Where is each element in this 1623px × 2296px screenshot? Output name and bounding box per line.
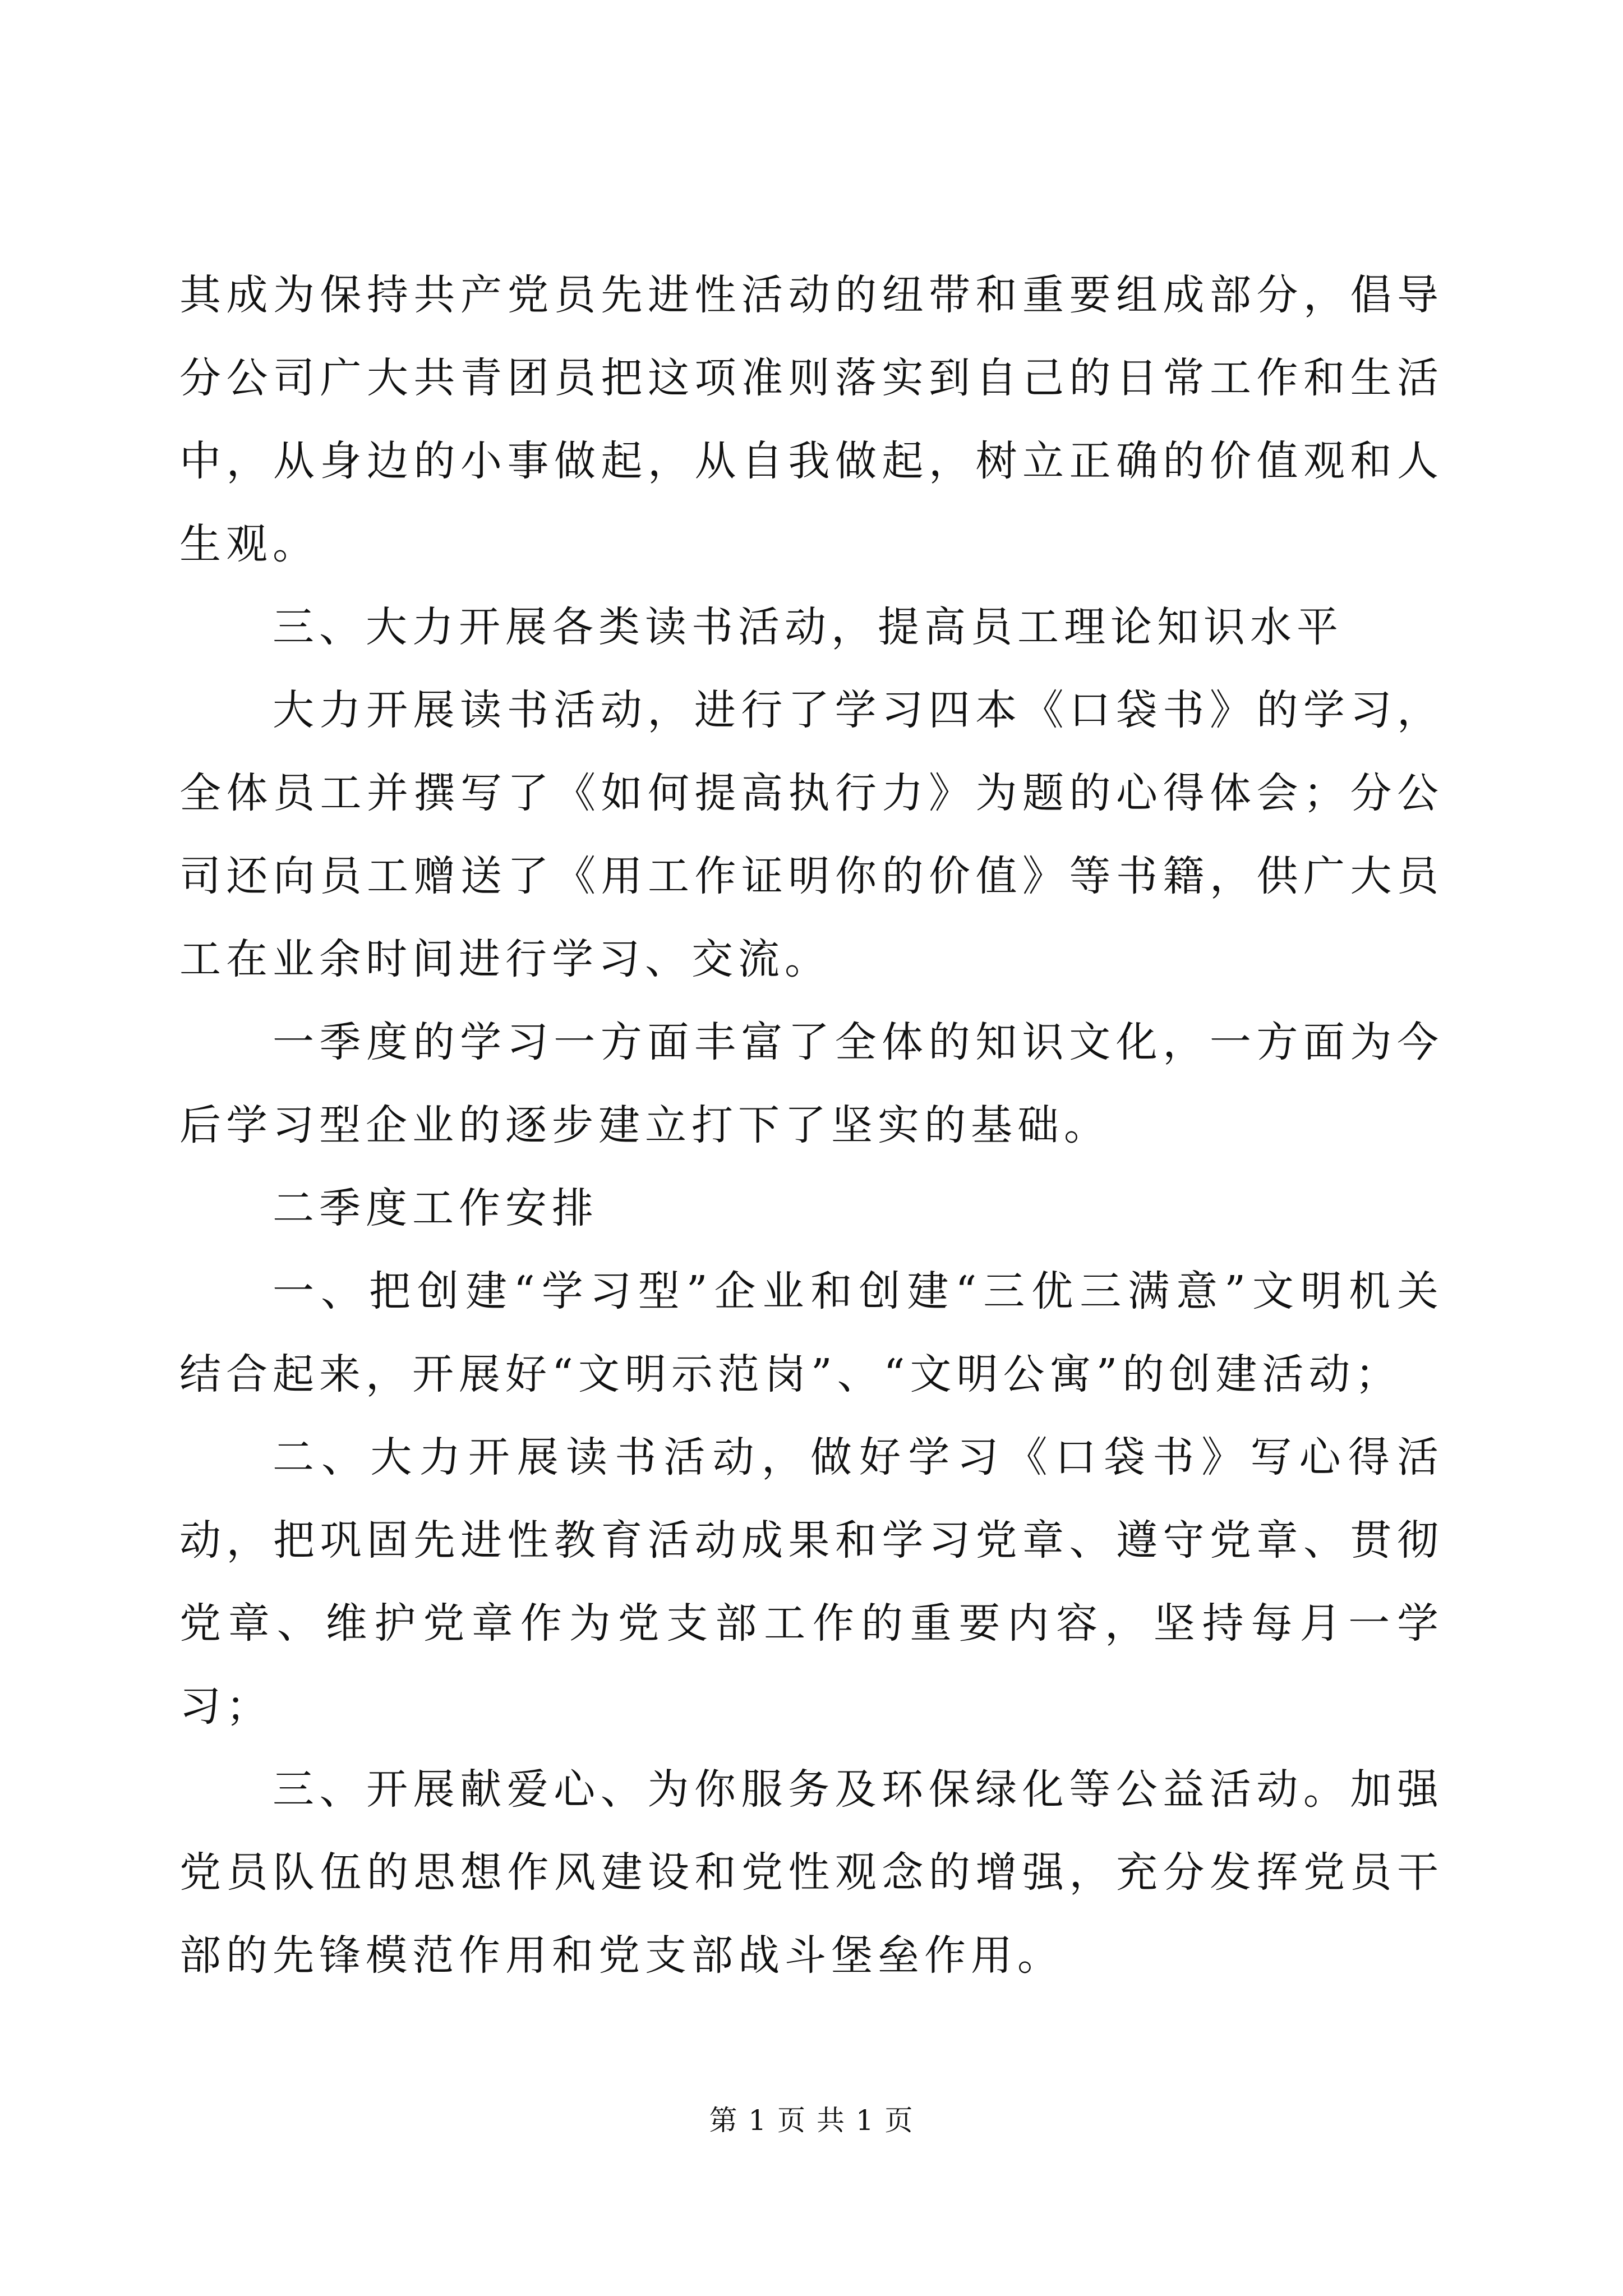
plan-item-3: 三、开展献爱心、为你服务及环保绿化等公益活动。加强党员队伍的思想作风建设和党性观念的增强，充分发挥党员干部的先锋模范作用和党支部战斗堡垒作用。 <box>179 1765 1444 1980</box>
page-number-footer: 第 1 页 共 1 页 <box>709 2104 914 2137</box>
paragraph-reading-activities: 大力开展读书活动，进行了学习四本《口袋书》的学习，全体员工并撰写了《如何提高执行力》为题的心得体会；分公司还向员工赠送了《用工作证明你的价值》等书籍，供广大员工在业余时间进行学习、交流。 <box>179 686 1444 983</box>
paragraph-continuation: 其成为保持共产党员先进性活动的纽带和重要组成部分，倡导分公司广大共青团员把这项准则落实到自己的日常工作和生活中，从身边的小事做起，从自我做起，树立正确的价值观和人生观。 <box>179 271 1444 568</box>
section-heading-reading-activities: 三、大力开展各类读书活动，提高员工理论知识水平 <box>273 603 1343 651</box>
section-heading-q2-plan: 二季度工作安排 <box>273 1184 598 1232</box>
plan-item-2: 二、大力开展读书活动，做好学习《口袋书》写心得活动，把巩固先进性教育活动成果和学习党章、遵守党章、贯彻党章、维护党章作为党支部工作的重要内容，坚持每月一学习； <box>179 1433 1444 1731</box>
plan-item-1: 一、把创建“学习型”企业和创建“三优三满意”文明机关结合起来，开展好“文明示范岗”、“文明公寓”的创建活动； <box>179 1267 1444 1398</box>
paragraph-quarter-summary: 一季度的学习一方面丰富了全体的知识文化，一方面为今后学习型企业的逐步建立打下了坚实的基础。 <box>179 1018 1444 1149</box>
document-body <box>179 254 1444 1997</box>
